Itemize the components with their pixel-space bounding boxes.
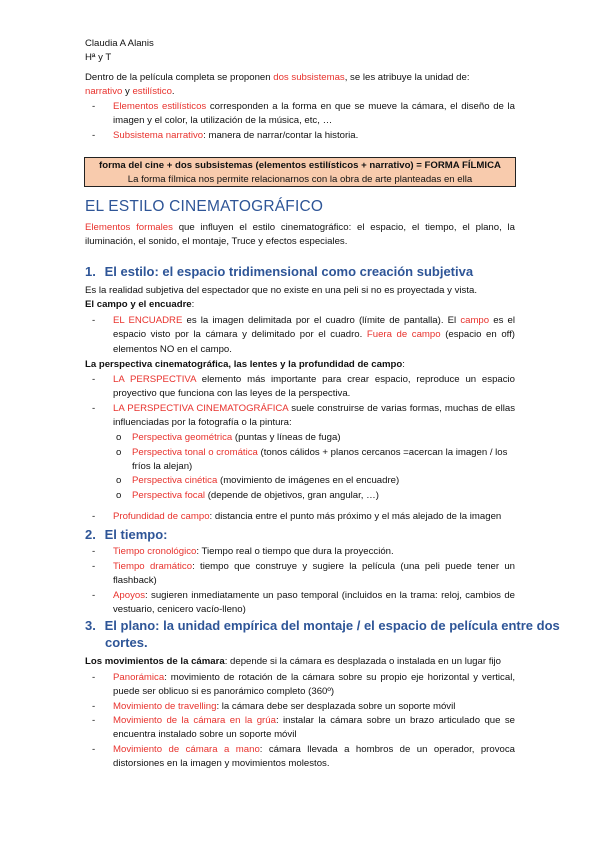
definition: : distancia entre el punto más próximo y el más alejado de la imagen: [209, 511, 502, 522]
definition: : tiempo que construye y sugiere la película (una peli puede tener un flashback): [113, 561, 516, 587]
dash-bullet: -: [92, 672, 96, 683]
intro-paragraph: [85, 71, 515, 100]
circle-bullet: o: [116, 432, 122, 443]
heading-tiempo: [85, 528, 167, 542]
term: Fuera de campo: [366, 329, 441, 341]
circle-bullet: o: [116, 490, 122, 501]
term: LA PERSPECTIVA: [113, 374, 196, 385]
formal-paragraph: [85, 221, 515, 250]
sub-item-text: [132, 431, 516, 445]
intro-text: y: [122, 86, 133, 98]
dash-bullet: -: [92, 315, 96, 326]
definition: (depende de objetivos, gran angular, …): [205, 490, 379, 501]
dash-bullet: -: [92, 374, 96, 385]
list-item-text: [113, 714, 515, 743]
subheading-text: Los movimientos de la cámara: [85, 656, 225, 667]
box-formula: forma del cine + dos subsistemas (elementos estilísticos + narrativo) = FORMA FÍLMICA: [99, 160, 501, 171]
dash-bullet: -: [92, 701, 96, 712]
list-item-text: [113, 743, 515, 772]
heading-plano: [85, 617, 560, 651]
intro-highlight: narrativo: [85, 86, 123, 98]
dash-bullet: -: [92, 130, 96, 141]
dash-bullet: -: [92, 511, 96, 522]
definition: : movimiento de rotación de la cámara sobre su propio eje horizontal y vertical, puede ser oblicuo si es panorámico completo (360º): [113, 672, 515, 698]
definition: : Tiempo real o tiempo que dura la proyección.: [196, 546, 394, 557]
definition: : sugieren inmediatamente un paso temporal (incluidos en la trama: reloj, cambios de vestuario, cenicero vacío-lleno): [113, 590, 515, 616]
definition: : cámara llevada a hombros de un operador, provoca distorsiones en la imagen y movimientos molestos.: [113, 744, 515, 770]
dash-bullet: -: [92, 101, 96, 112]
intro-text: , se les atribuye la unidad de:: [344, 72, 470, 83]
subheading-campo: [85, 298, 515, 312]
section-title: EL ESTILO CINEMATOGRÁFICO: [85, 198, 324, 215]
heading-text: El plano: la unidad empírica del montaje / el espacio de película entre dos: [104, 618, 560, 633]
box-note: La forma fílmica nos permite relacionarnos con la obra de arte planteadas en ella: [127, 173, 473, 185]
term: Elementos estilísticos: [113, 101, 207, 112]
subheading-text: La perspectiva cinematográfica, las lentes y la profundidad de campo: [85, 359, 403, 370]
term: campo: [460, 315, 490, 326]
dash-bullet: -: [92, 715, 96, 726]
subject-label: Hª y T: [85, 52, 112, 63]
subheading-colon: :: [191, 299, 195, 310]
term: LA PERSPECTIVA CINEMATOGRÁFICA: [113, 403, 289, 414]
sub-item-text: [132, 446, 516, 475]
subheading-perspectiva: [85, 358, 515, 372]
list-item-text: [113, 700, 515, 714]
heading-estilo: [85, 265, 473, 279]
highlight-box: [84, 157, 516, 187]
term: Movimiento de travelling: [113, 701, 217, 712]
heading-number: 3.: [85, 618, 96, 633]
dash-bullet: -: [92, 546, 96, 557]
heading-text: cortes.: [105, 635, 148, 650]
list-item-text: [113, 589, 515, 618]
intro-highlight: dos subsistemas: [273, 72, 345, 83]
definition: (tonos cálidos + planos cercanos =acercan la imagen / los fríos la alejan): [132, 447, 508, 473]
list-item-text: [113, 129, 515, 143]
circle-bullet: o: [116, 447, 122, 458]
definition: que influyen el estilo cinematográfico: el espacio, el tiempo, el plano, la iluminación, el sonido, el montaje, Truce y efectos especiales.: [85, 222, 516, 248]
term: Tiempo dramático: [113, 561, 193, 572]
definition: : instalar la cámara sobre un brazo articulado que se encuentra instalado sobre un soporte móvil: [113, 715, 515, 741]
definition: es el espacio visto por la cámara y delimitado por el cuadro.: [113, 315, 515, 341]
list-item-text: [113, 545, 515, 559]
term: Movimiento de cámara a mano: [113, 744, 260, 755]
term: Perspectiva cinética: [132, 475, 218, 486]
dash-bullet: -: [92, 744, 96, 755]
term: Perspectiva focal: [132, 490, 206, 501]
dash-bullet: -: [92, 590, 96, 601]
list-item-text: [113, 671, 515, 700]
dash-bullet: -: [92, 561, 96, 572]
definition: : la cámara debe ser desplazada sobre un soporte móvil: [216, 701, 456, 712]
definition: elemento más importante para crear espacio, reproduce un espacio proyectivo que funciona con las leyes de la perspectiva.: [113, 374, 515, 400]
sub-item-text: [132, 474, 516, 488]
term: Profundidad de campo: [113, 511, 210, 522]
term: EL ENCUADRE: [113, 315, 183, 326]
list-item-text: [113, 510, 523, 524]
dash-bullet: -: [92, 403, 96, 414]
intro-text: Dentro de la película completa se proponen: [85, 72, 274, 83]
circle-bullet: o: [116, 475, 122, 486]
term: Elementos formales: [85, 222, 173, 233]
author-name: Claudia A Alanis: [85, 38, 154, 49]
list-item-text: [113, 402, 515, 431]
definition: : manera de narrar/contar la historia.: [203, 130, 359, 141]
term: Tiempo cronológico: [113, 546, 197, 557]
definition: (movimiento de imágenes en el encuadre): [217, 475, 400, 486]
sub-item-text: [132, 489, 516, 503]
list-item-text: [113, 314, 515, 357]
subheading-text: El campo y el encuadre: [85, 299, 192, 310]
heading-number: 1.: [85, 264, 96, 279]
definition: : depende si la cámara es desplazada o instalada en un lugar fijo: [224, 656, 501, 667]
term: Perspectiva geométrica: [132, 432, 233, 443]
subheading-colon: :: [402, 359, 405, 370]
heading-text: El tiempo:: [104, 527, 168, 542]
paragraph-movimientos: [85, 655, 515, 669]
definition: (espacio en off) elementos NO en el campo.: [113, 329, 516, 355]
term: Perspectiva tonal o cromática: [132, 447, 258, 458]
intro-text: .: [171, 86, 175, 98]
definition: es la imagen delimitada por el cuadro (límite de pantalla). El: [182, 315, 461, 326]
definition: suele construirse de varias formas, muchas de ellas influenciadas por la fotografía o la pintura:: [113, 403, 515, 429]
term: Panorámica: [113, 672, 165, 683]
intro-highlight: estilístico: [132, 86, 172, 98]
heading-text: El estilo: el espacio tridimensional como creación subjetiva: [104, 264, 474, 279]
term: Movimiento de la cámara en la grúa: [113, 715, 276, 726]
list-item-text: [113, 373, 515, 402]
heading-number: 2.: [85, 527, 96, 542]
definition: corresponden a la forma en que se mueve la cámara, el diseño de la imagen y el color, la utilización de la música, etc, …: [113, 101, 515, 127]
list-item-text: [113, 560, 515, 589]
definition: (puntas y líneas de fuga): [232, 432, 341, 443]
term: Subsistema narrativo: [113, 130, 204, 141]
list-item-text: [113, 100, 515, 129]
term: Apoyos: [113, 590, 145, 601]
paragraph: Es la realidad subjetiva del espectador que no existe en una peli si no es proyectada y vista.: [85, 285, 477, 296]
